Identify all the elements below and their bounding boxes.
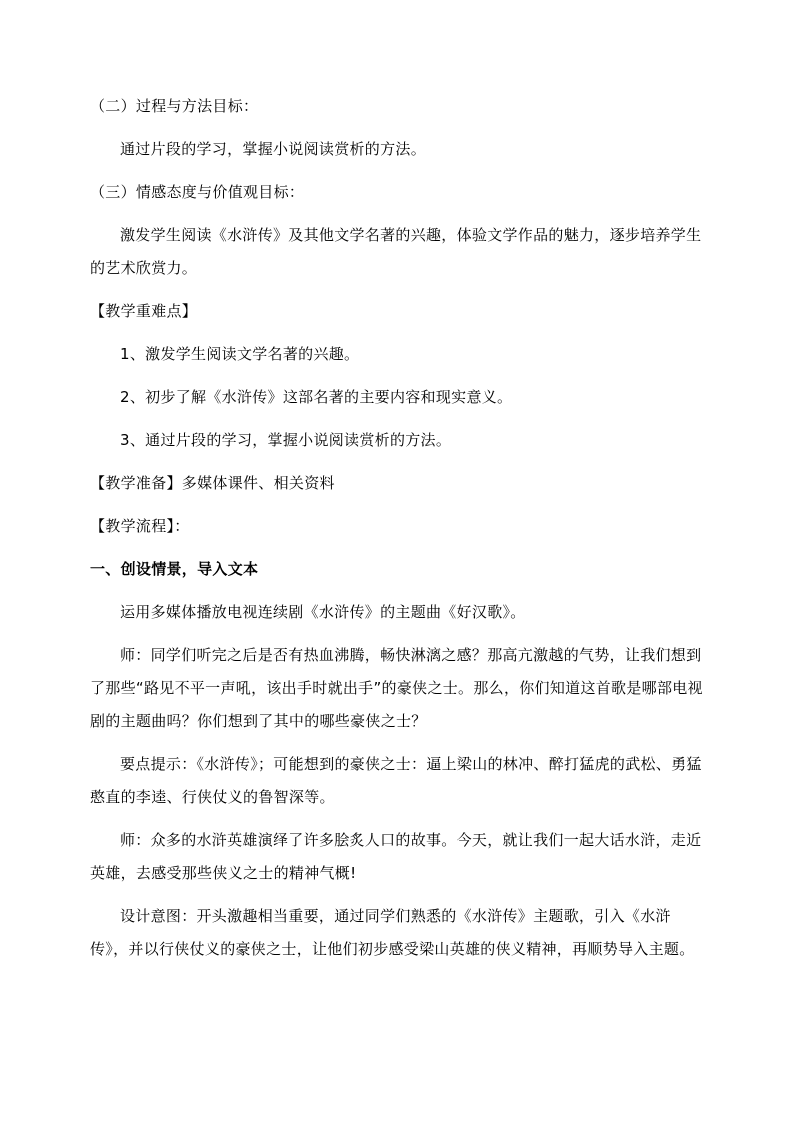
flow-heading: 【教学流程】： xyxy=(90,517,190,535)
paragraph: 要点提示：《水浒传》；可能想到的豪侠之士：逼上梁山的林冲、醉打猛虎的武松、勇猛憨直的李逵、行侠仗义的鲁智深等。 xyxy=(90,755,702,806)
paragraph: 师：同学们听完之后是否有热血沸腾，畅快淋漓之感？那高亢激越的气势，让我们想到了那些“路见不平一声吼，该出手时就出手”的豪侠之士。那么，你们知道这首歌是哪部电视剧的主题曲吗？你们想到了其中的哪些豪侠之士？ xyxy=(90,646,703,730)
emotion-goal-heading: （三）情感态度与价值观目标： xyxy=(90,183,305,201)
process-goal-text: 通过片段的学习，掌握小说阅读赏析的方法。 xyxy=(120,140,427,158)
key-point-item: 1、激发学生阅读文学名著的兴趣。 xyxy=(120,345,360,363)
key-point-item: 2、初步了解《水浒传》这部名著的主要内容和现实意义。 xyxy=(120,388,513,406)
paragraph: 师：众多的水浒英雄演绎了许多脍炙人口的故事。今天，就让我们一起大话水浒，走近英雄，去感受那些侠义之士的精神气概! xyxy=(90,831,702,882)
paragraph: 运用多媒体播放电视连续剧《水浒传》的主题曲《好汉歌》。 xyxy=(120,603,526,621)
paragraph: 设计意图：开头激趣相当重要，通过同学们熟悉的《水浒传》主题歌，引入《水浒传》，并以行侠仗义的豪侠之士，让他们初步感受梁山英雄的侠义精神，再顺势导入主题。 xyxy=(90,907,695,958)
key-points-heading: 【教学重难点】 xyxy=(90,302,198,320)
process-goal-heading: （二）过程与方法目标： xyxy=(90,97,259,115)
preparation-line: 【教学准备】多媒体课件、相关资料 xyxy=(90,474,335,492)
emotion-goal-text: 激发学生阅读《水浒传》及其他文学名著的兴趣，体验文学作品的魅力，逐步培养学生的艺术欣赏力。 xyxy=(90,226,702,277)
step1-heading: 一、创设情景，导入文本 xyxy=(90,560,259,578)
key-point-item: 3、通过片段的学习，掌握小说阅读赏析的方法。 xyxy=(120,431,452,449)
